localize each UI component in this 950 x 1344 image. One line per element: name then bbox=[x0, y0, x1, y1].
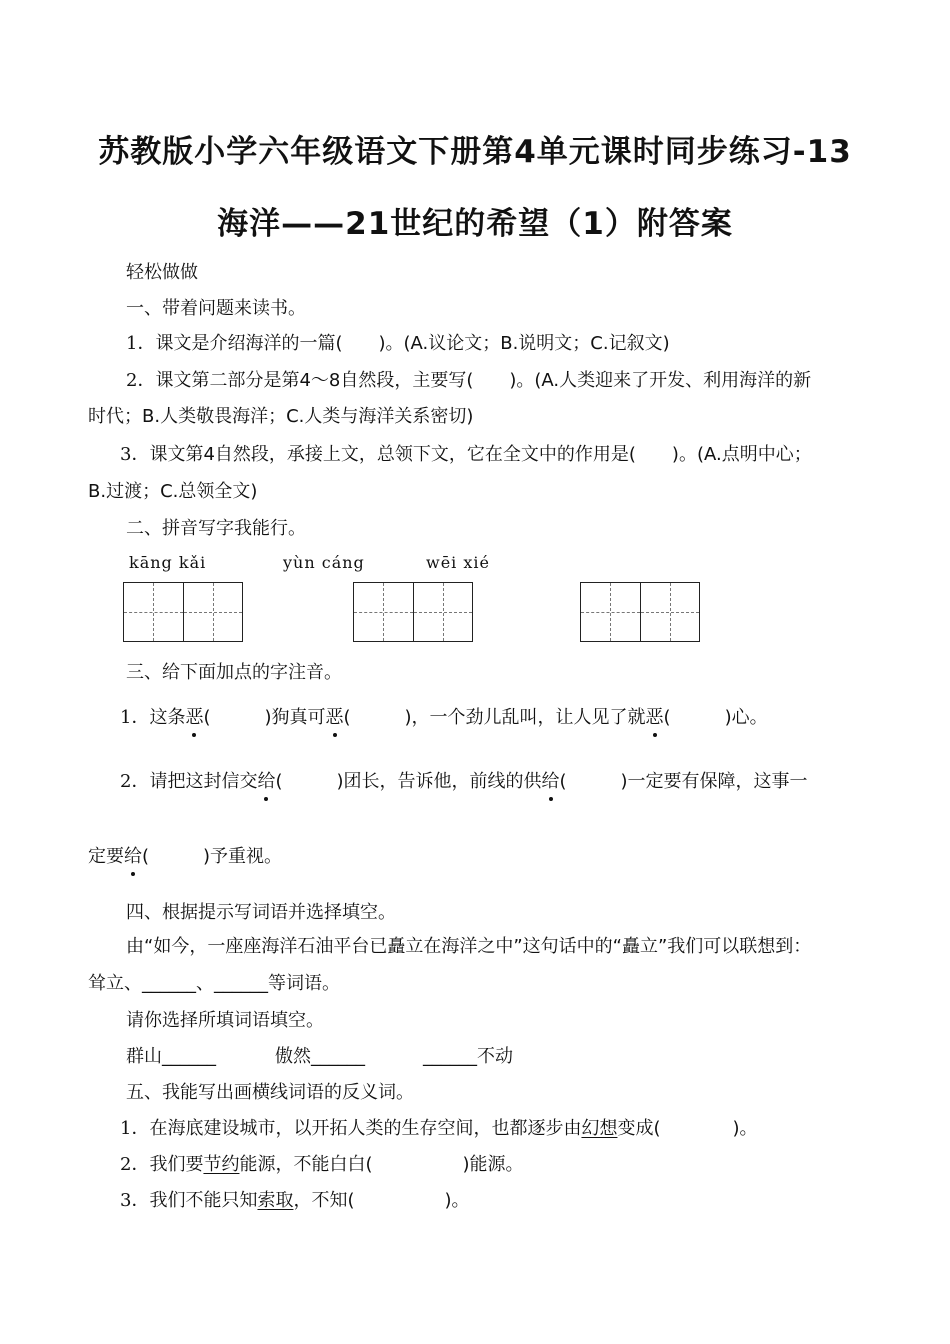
pinyin-3: wēi xié bbox=[426, 553, 490, 572]
section-4-heading: 四、根据提示写词语并选择填空。 bbox=[126, 902, 396, 923]
text: ( )一定要有保障，这事一 bbox=[559, 771, 808, 792]
text: ，不知( )。 bbox=[293, 1190, 470, 1211]
s5-question-1 bbox=[120, 1117, 758, 1141]
dotted-char: 给 bbox=[541, 771, 560, 792]
section-easy-label: 轻松做做 bbox=[126, 262, 198, 283]
s4-line-3: 请你选择所填词语填空。 bbox=[126, 1010, 324, 1031]
text: 我们要 bbox=[149, 1154, 204, 1175]
s4-line-2: 耸立、______、______等词语。 bbox=[88, 973, 340, 994]
text: ( )，一个劲儿乱叫，让人见了就 bbox=[343, 707, 646, 728]
text: 在海底建设城市，以开拓人类的生存空间，也都逐步由 bbox=[149, 1118, 582, 1139]
question-text: 课文第二部分是第4～8自然段，主要写( )。(A.人类迎来了开发、利用海洋的新 bbox=[155, 370, 812, 391]
s1-question-3-line-1 bbox=[120, 443, 812, 467]
section-3-heading: 三、给下面加点的字注音。 bbox=[126, 662, 342, 683]
s1-question-3-line-2: B.过渡；C.总领全文) bbox=[88, 481, 258, 502]
dotted-char: 给 bbox=[124, 846, 142, 867]
section-5-heading: 五、我能写出画横线词语的反义词。 bbox=[126, 1082, 414, 1103]
text: 这条 bbox=[149, 707, 186, 728]
text: 定要 bbox=[88, 846, 124, 867]
grid-cell[interactable] bbox=[640, 583, 699, 641]
underlined-word: 索取 bbox=[257, 1190, 294, 1211]
page-title-line-2: 海洋——21世纪的希望（1）附答案 bbox=[217, 206, 733, 242]
question-number: 1． bbox=[126, 333, 156, 354]
s5-question-3 bbox=[120, 1189, 470, 1213]
question-number: 3． bbox=[120, 444, 150, 465]
grid-cell[interactable] bbox=[413, 583, 472, 641]
pinyin-1: kāng kǎi bbox=[129, 553, 207, 572]
grid-cell[interactable] bbox=[354, 583, 413, 641]
text: ( )狗真可 bbox=[203, 707, 326, 728]
s5-question-2 bbox=[120, 1153, 524, 1177]
grid-cell[interactable] bbox=[183, 583, 242, 641]
text: 请把这封信交 bbox=[149, 771, 258, 792]
s4-fill-1: 群山______ bbox=[126, 1046, 216, 1067]
pinyin-2: yùn cáng bbox=[283, 553, 365, 572]
dotted-char: 给 bbox=[257, 771, 276, 792]
dotted-char: 恶 bbox=[185, 707, 204, 728]
grid-cell[interactable] bbox=[581, 583, 640, 641]
s4-line-1: 由“如今，一座座海洋石油平台已矗立在海洋之中”这句话中的“矗立”我们可以联想到： bbox=[126, 936, 812, 957]
grid-cell[interactable] bbox=[124, 583, 183, 641]
dotted-char: 恶 bbox=[325, 707, 344, 728]
text: 我们不能只知 bbox=[149, 1190, 258, 1211]
writing-grid-1[interactable] bbox=[123, 582, 243, 642]
s1-question-1 bbox=[126, 332, 670, 356]
s3-question-1 bbox=[120, 706, 768, 730]
s4-fill-3: ______不动 bbox=[423, 1046, 513, 1067]
dotted-char: 恶 bbox=[645, 707, 664, 728]
text: ( )团长，告诉他，前线的供 bbox=[275, 771, 542, 792]
text: ( )予重视。 bbox=[142, 846, 283, 867]
writing-grid-3[interactable] bbox=[580, 582, 700, 642]
section-2-heading: 二、拼音写字我能行。 bbox=[126, 518, 306, 539]
text: ( )心。 bbox=[663, 707, 768, 728]
question-number: 2． bbox=[126, 370, 156, 391]
underlined-word: 节约 bbox=[203, 1154, 240, 1175]
text: 能源，不能白白( )能源。 bbox=[239, 1154, 524, 1175]
question-number: 1． bbox=[120, 707, 150, 728]
question-number: 3． bbox=[120, 1190, 150, 1211]
question-number: 2． bbox=[120, 771, 150, 792]
section-1-heading: 一、带着问题来读书。 bbox=[126, 298, 306, 319]
s3-question-2-continued bbox=[88, 845, 282, 869]
page-title-line-1: 苏教版小学六年级语文下册第4单元课时同步练习-13 bbox=[98, 134, 852, 170]
s3-question-2 bbox=[120, 770, 808, 794]
s1-question-2-line-2: 时代；B.人类敬畏海洋；C.人类与海洋关系密切) bbox=[88, 406, 474, 427]
underlined-word: 幻想 bbox=[581, 1118, 618, 1139]
question-number: 2． bbox=[120, 1154, 150, 1175]
s4-fill-2: 傲然______ bbox=[275, 1046, 365, 1067]
question-text: 课文第4自然段，承接上文，总领下文，它在全文中的作用是( )。(A.点明中心； bbox=[149, 444, 812, 465]
question-text: 课文是介绍海洋的一篇( )。(A.议论文；B.说明文；C.记叙文) bbox=[155, 333, 670, 354]
text: 变成( )。 bbox=[617, 1118, 758, 1139]
question-number: 1． bbox=[120, 1118, 150, 1139]
s1-question-2-line-1 bbox=[126, 369, 811, 393]
writing-grid-2[interactable] bbox=[353, 582, 473, 642]
